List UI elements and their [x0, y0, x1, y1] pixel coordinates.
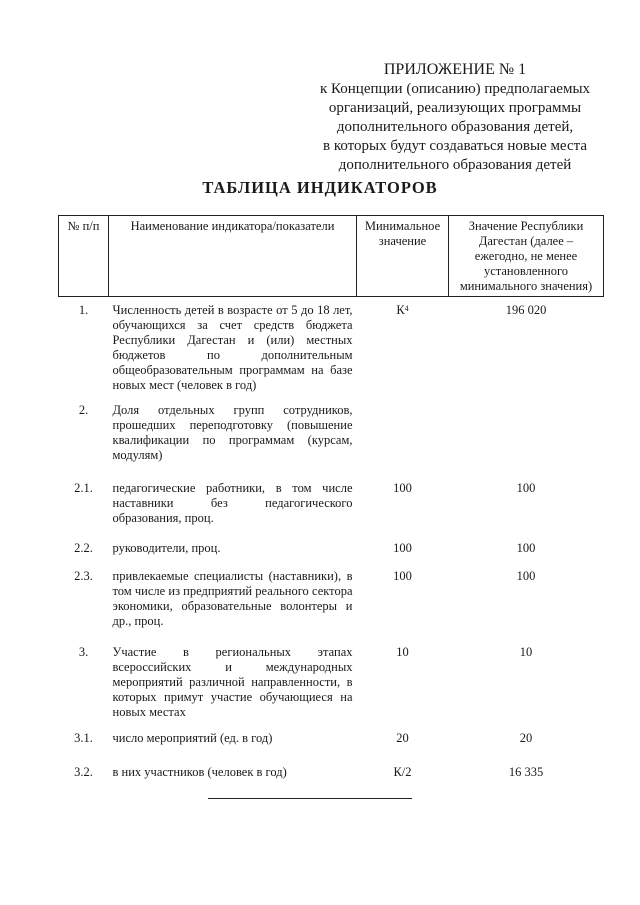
row-name: Доля отдельных групп сотрудников, прошедших переподготовку (повышение квалификации по программам (курсам, модулям) — [112, 403, 353, 462]
row-num: 3.1. — [74, 731, 93, 745]
table-row — [59, 569, 604, 645]
document-title: ТАБЛИЦА ИНДИКАТОРОВ — [202, 178, 438, 197]
table-row — [59, 481, 604, 541]
row-min: 100 — [393, 541, 412, 555]
row-num: 2.3. — [74, 569, 93, 583]
row-name: Численность детей в возрасте от 5 до 18 лет, обучающихся за счет средств бюджета Республики Дагестан и (или) местных бюджетов по дополнительным общеобразовательным программам на базе новых мест (человек в год) — [112, 303, 353, 392]
table-row — [59, 731, 604, 765]
header-min: Минимальное значение — [357, 216, 449, 297]
appendix-title: ПРИЛОЖЕНИЕ № 1 — [383, 61, 527, 78]
row-num: 2.1. — [74, 481, 93, 495]
row-name: руководители, проц. — [112, 541, 221, 555]
table-row — [59, 645, 604, 731]
appendix-block — [300, 60, 610, 175]
row-name: число мероприятий (ед. в год) — [112, 731, 273, 745]
table-row — [59, 297, 604, 404]
row-min: 100 — [393, 481, 412, 495]
indicators-table — [58, 215, 604, 787]
row-min — [357, 403, 449, 481]
appendix-line: дополнительного образования детей — [338, 157, 572, 173]
row-value: 20 — [519, 731, 533, 745]
table-header-row — [59, 216, 604, 297]
row-num: 3. — [78, 645, 89, 659]
row-value: 100 — [516, 481, 536, 495]
row-num: 2. — [78, 403, 89, 417]
footnote-separator-line — [208, 798, 412, 799]
table-row — [59, 765, 604, 787]
row-min-superscript: 4 — [404, 304, 409, 313]
header-num: № п/п — [59, 216, 109, 297]
row-name: педагогические работники, в том числе наставники без педагогического образования, проц. — [112, 481, 353, 525]
row-min: 100 — [393, 569, 412, 583]
row-min — [357, 297, 449, 404]
row-num: 1. — [78, 303, 89, 317]
row-value: 10 — [519, 645, 533, 659]
row-min-value: К — [396, 303, 405, 317]
appendix-line: дополнительного образования детей, — [336, 119, 574, 135]
row-name: привлекаемые специалисты (наставники), в том числе из предприятий реального сектора экономики, образовательные волонтеры и др., проц. — [112, 569, 353, 628]
row-min: К/2 — [393, 765, 412, 779]
indicators-table-wrap — [58, 215, 603, 787]
row-min: 10 — [396, 645, 409, 659]
header-name: Наименование индикатора/показатели — [109, 216, 357, 297]
row-value: 100 — [516, 569, 536, 583]
row-num: 2.2. — [74, 541, 93, 555]
row-value: 100 — [516, 541, 536, 555]
appendix-line: организаций, реализующих программы — [328, 100, 582, 116]
table-row — [59, 403, 604, 481]
appendix-line: в которых будут создаваться новые места — [322, 138, 588, 154]
row-name: в них участников (человек в год) — [112, 765, 287, 779]
row-num: 3.2. — [74, 765, 93, 779]
row-value: 196 020 — [505, 303, 547, 317]
row-name: Участие в региональных этапах всероссийских и международных мероприятий различной направленности, в которых примут участие обучающиеся на новых местах — [112, 645, 353, 719]
row-min: 20 — [396, 731, 409, 745]
row-value: 16 335 — [508, 765, 544, 779]
row-value — [449, 403, 604, 481]
table-row — [59, 541, 604, 569]
header-value: Значение Республики Дагестан (далее – ежегодно, не менее установленного минимального значения) — [449, 216, 604, 297]
appendix-line: к Концепции (описанию) предполагаемых — [319, 81, 591, 97]
